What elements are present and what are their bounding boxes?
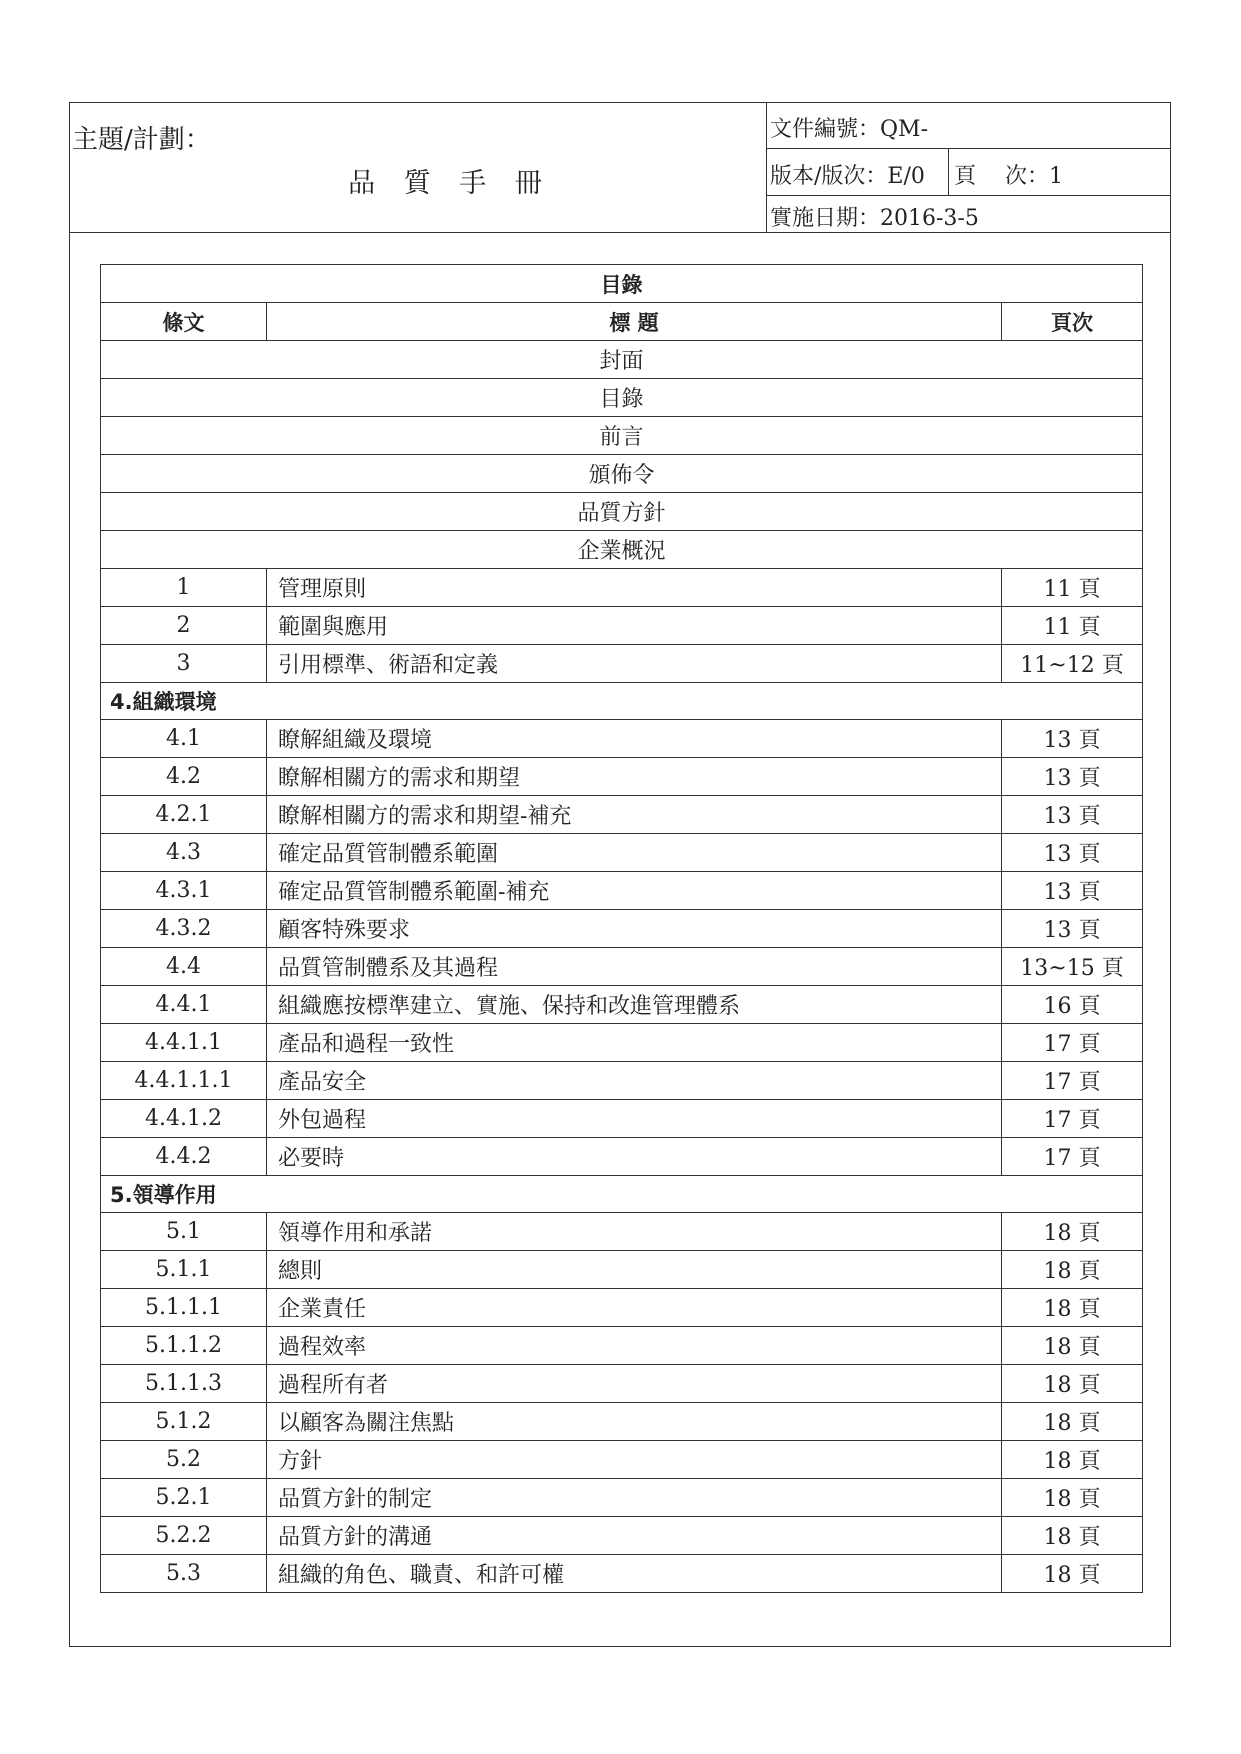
- header-divider: [70, 232, 1170, 233]
- clause-page: 17 頁: [1001, 1024, 1142, 1062]
- toc-row: [101, 1213, 1143, 1251]
- clause-title: 瞭解相關方的需求和期望-補充: [267, 796, 1002, 834]
- toc-row: [101, 1138, 1143, 1176]
- clause-page: 18 頁: [1001, 1517, 1142, 1555]
- clause-page: 18 頁: [1001, 1441, 1142, 1479]
- toc-row: [101, 1403, 1143, 1441]
- clause-number: 4.4.1: [101, 986, 267, 1024]
- page-number: 頁 次：1: [954, 164, 1063, 189]
- front-matter-row: [101, 493, 1143, 531]
- front-matter-row: [101, 379, 1143, 417]
- header-rule-1: [766, 148, 1170, 149]
- clause-title: 顧客特殊要求: [267, 910, 1002, 948]
- toc-row: [101, 948, 1143, 986]
- clause-page: 13 頁: [1001, 796, 1142, 834]
- toc-row: [101, 796, 1143, 834]
- clause-title: 方針: [267, 1441, 1002, 1479]
- clause-title: 瞭解組織及環境: [267, 720, 1002, 758]
- clause-number: 4.4: [101, 948, 267, 986]
- clause-title: 領導作用和承諾: [267, 1213, 1002, 1251]
- clause-page: 18 頁: [1001, 1327, 1142, 1365]
- clause-number: 3: [101, 645, 267, 683]
- clause-number: 5.2.2: [101, 1517, 267, 1555]
- toc-row: [101, 1062, 1143, 1100]
- clause-number: 5.1.1.1: [101, 1289, 267, 1327]
- clause-title: 管理原則: [267, 569, 1002, 607]
- clause-number: 5.1.1.2: [101, 1327, 267, 1365]
- toc-row: [101, 1517, 1143, 1555]
- clause-page: 13~15 頁: [1001, 948, 1142, 986]
- toc-row: [101, 986, 1143, 1024]
- clause-title: 範圍與應用: [267, 607, 1002, 645]
- clause-number: 5.1.1: [101, 1251, 267, 1289]
- clause-page: 17 頁: [1001, 1100, 1142, 1138]
- clause-number: 4.3: [101, 834, 267, 872]
- clause-number: 4.4.1.1: [101, 1024, 267, 1062]
- header-page-divider: [948, 148, 949, 195]
- clause-page: 16 頁: [1001, 986, 1142, 1024]
- clause-title: 產品和過程一致性: [267, 1024, 1002, 1062]
- front-matter-item: 前言: [101, 417, 1143, 455]
- clause-page: 13 頁: [1001, 834, 1142, 872]
- toc-row: [101, 1441, 1143, 1479]
- clause-page: 17 頁: [1001, 1138, 1142, 1176]
- toc-title: 目錄: [101, 265, 1143, 303]
- clause-page: 11 頁: [1001, 607, 1142, 645]
- clause-page: 18 頁: [1001, 1213, 1142, 1251]
- toc-row: [101, 720, 1143, 758]
- effective-date: 實施日期：2016-3-5: [770, 206, 979, 231]
- toc-row: [101, 569, 1143, 607]
- clause-number: 4.2.1: [101, 796, 267, 834]
- version: 版本/版次：E/0: [770, 164, 925, 189]
- clause-title: 必要時: [267, 1138, 1002, 1176]
- clause-title: 過程效率: [267, 1327, 1002, 1365]
- clause-page: 17 頁: [1001, 1062, 1142, 1100]
- front-matter-item: 目錄: [101, 379, 1143, 417]
- clause-page: 11~12 頁: [1001, 645, 1142, 683]
- toc-table: [100, 264, 1143, 1593]
- clause-page: 18 頁: [1001, 1251, 1142, 1289]
- clause-title: 確定品質管制體系範圍-補充: [267, 872, 1002, 910]
- toc-row: [101, 1024, 1143, 1062]
- header-vertical-rule: [766, 103, 767, 232]
- clause-page: 11 頁: [1001, 569, 1142, 607]
- toc-row: [101, 1289, 1143, 1327]
- clause-number: 4.3.2: [101, 910, 267, 948]
- clause-title: 以顧客為關注焦點: [267, 1403, 1002, 1441]
- clause-title: 組織應按標準建立、實施、保持和改進管理體系: [267, 986, 1002, 1024]
- clause-title: 瞭解相關方的需求和期望: [267, 758, 1002, 796]
- clause-number: 5.2: [101, 1441, 267, 1479]
- clause-number: 5.3: [101, 1555, 267, 1593]
- clause-page: 13 頁: [1001, 758, 1142, 796]
- toc-row: [101, 758, 1143, 796]
- toc-row: [101, 1251, 1143, 1289]
- toc-row: [101, 1555, 1143, 1593]
- clause-page: 13 頁: [1001, 910, 1142, 948]
- clause-number: 1: [101, 569, 267, 607]
- front-matter-item: 企業概況: [101, 531, 1143, 569]
- clause-number: 2: [101, 607, 267, 645]
- clause-title: 品質方針的制定: [267, 1479, 1002, 1517]
- toc-row: [101, 1100, 1143, 1138]
- clause-number: 4.4.2: [101, 1138, 267, 1176]
- clause-number: 5.1.2: [101, 1403, 267, 1441]
- clause-page: 18 頁: [1001, 1403, 1142, 1441]
- toc-row: [101, 1365, 1143, 1403]
- page-header: 頁次: [1001, 303, 1142, 341]
- clause-number: 4.4.1.2: [101, 1100, 267, 1138]
- clause-title: 引用標準、術語和定義: [267, 645, 1002, 683]
- toc-row: [101, 910, 1143, 948]
- front-matter-row: [101, 341, 1143, 379]
- section-heading-row: [101, 1176, 1143, 1213]
- front-matter-item: 品質方針: [101, 493, 1143, 531]
- clause-number: 5.2.1: [101, 1479, 267, 1517]
- toc-row: [101, 645, 1143, 683]
- section-heading: 4.組織環境: [101, 683, 1143, 720]
- toc-row: [101, 872, 1143, 910]
- subject-label: 主題/計劃：: [72, 125, 211, 155]
- clause-page: 18 頁: [1001, 1479, 1142, 1517]
- clause-page: 13 頁: [1001, 720, 1142, 758]
- document-title: 品 質 手 冊: [348, 168, 552, 199]
- clause-title: 企業責任: [267, 1289, 1002, 1327]
- clause-title: 品質方針的溝通: [267, 1517, 1002, 1555]
- front-matter-item: 封面: [101, 341, 1143, 379]
- front-matter-row: [101, 455, 1143, 493]
- clause-page: 13 頁: [1001, 872, 1142, 910]
- toc-row: [101, 607, 1143, 645]
- clause-title: 總則: [267, 1251, 1002, 1289]
- clause-number: 4.1: [101, 720, 267, 758]
- toc-row: [101, 1479, 1143, 1517]
- document-number: 文件編號：QM-: [770, 117, 928, 142]
- toc-row: [101, 1327, 1143, 1365]
- clause-number: 5.1: [101, 1213, 267, 1251]
- section-heading-row: [101, 683, 1143, 720]
- clause-title: 品質管制體系及其過程: [267, 948, 1002, 986]
- section-heading: 5.領導作用: [101, 1176, 1143, 1213]
- clause-header: 條文: [101, 303, 267, 341]
- header-rule-2: [766, 195, 1170, 196]
- clause-page: 18 頁: [1001, 1365, 1142, 1403]
- front-matter-row: [101, 417, 1143, 455]
- front-matter-item: 頒佈令: [101, 455, 1143, 493]
- clause-title: 外包過程: [267, 1100, 1002, 1138]
- clause-title: 產品安全: [267, 1062, 1002, 1100]
- heading-header: 標 題: [267, 303, 1002, 341]
- clause-page: 18 頁: [1001, 1555, 1142, 1593]
- clause-number: 5.1.1.3: [101, 1365, 267, 1403]
- clause-title: 組織的角色、職責、和許可權: [267, 1555, 1002, 1593]
- clause-number: 4.2: [101, 758, 267, 796]
- front-matter-row: [101, 531, 1143, 569]
- clause-title: 過程所有者: [267, 1365, 1002, 1403]
- clause-title: 確定品質管制體系範圍: [267, 834, 1002, 872]
- toc-row: [101, 834, 1143, 872]
- clause-page: 18 頁: [1001, 1289, 1142, 1327]
- clause-number: 4.3.1: [101, 872, 267, 910]
- clause-number: 4.4.1.1.1: [101, 1062, 267, 1100]
